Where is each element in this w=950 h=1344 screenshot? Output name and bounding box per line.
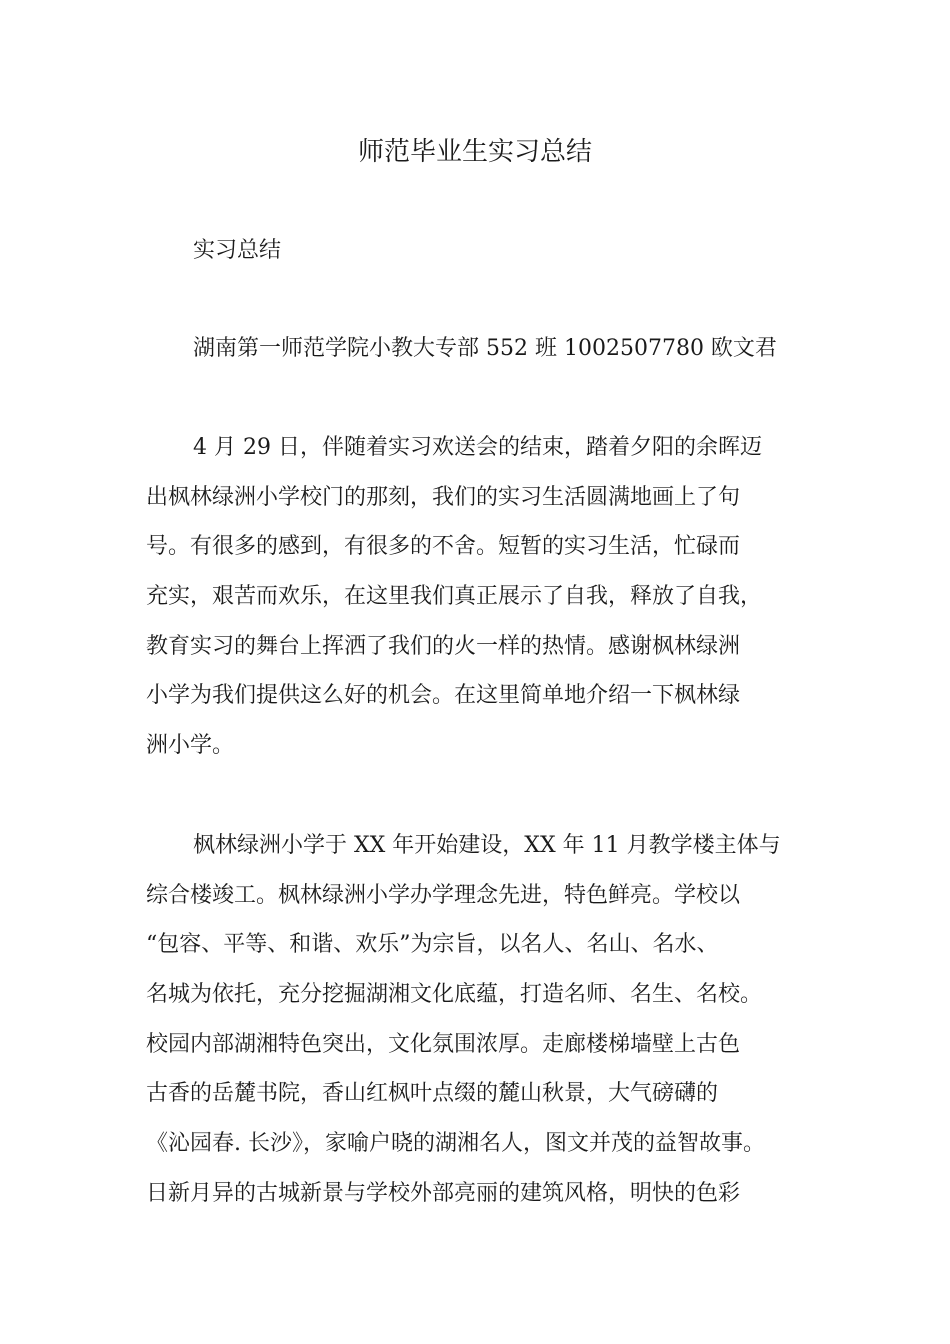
paragraph-line: 洲小学。	[146, 733, 235, 759]
paragraph-line: 枫林绿洲小学于 XX 年开始建设，XX 年 11 月教学楼主体与	[193, 833, 781, 858]
paragraph-line: 教育实习的舞台上挥洒了我们的火一样的热情。感谢枫林绿洲	[146, 633, 741, 659]
paragraph-line: 古香的岳麓书院，香山红枫叶点缀的麓山秋景，大气磅礴的	[146, 1081, 719, 1107]
paragraph-2	[146, 829, 836, 1227]
section-heading: 实习总结	[193, 238, 282, 263]
author-line: 湖南第一师范学院小教大专部 552 班 1002507780 欧文君	[193, 336, 777, 361]
paragraph-line: 校园内部湖湘特色突出，文化氛围浓厚。走廊楼梯墙壁上古色	[146, 1031, 741, 1057]
paragraph-line: “包容、平等、和谐、欢乐”为宗旨，以名人、名山、名水、	[146, 932, 719, 958]
paragraph-line: 号。有很多的感到，有很多的不舍。短暂的实习生活，忙碌而	[146, 534, 741, 560]
paragraph-line: 日新月异的古城新景与学校外部亮丽的建筑风格，明快的色彩	[146, 1180, 741, 1206]
paragraph-line: 名城为依托，充分挖掘湖湘文化底蕴，打造名师、名生、名校。	[146, 982, 763, 1008]
paragraph-line: 充实，艰苦而欢乐，在这里我们真正展示了自我，释放了自我，	[146, 584, 763, 610]
paragraph-line: 综合楼竣工。枫林绿洲小学办学理念先进，特色鲜亮。学校以	[146, 882, 741, 908]
document-title: 师范毕业生实习总结	[357, 137, 592, 167]
paragraph-1	[146, 431, 836, 779]
paragraph-line: 出枫林绿洲小学校门的那刻，我们的实习生活圆满地画上了句	[146, 484, 741, 510]
paragraph-line: 《沁园春. 长沙》，家喻户晓的湖湘名人，图文并茂的益智故事。	[146, 1131, 765, 1157]
paragraph-line: 4 月 29 日，伴随着实习欢送会的结束，踏着夕阳的余晖迈	[193, 435, 762, 460]
paragraph-line: 小学为我们提供这么好的机会。在这里简单地介绍一下枫林绿	[146, 683, 741, 709]
